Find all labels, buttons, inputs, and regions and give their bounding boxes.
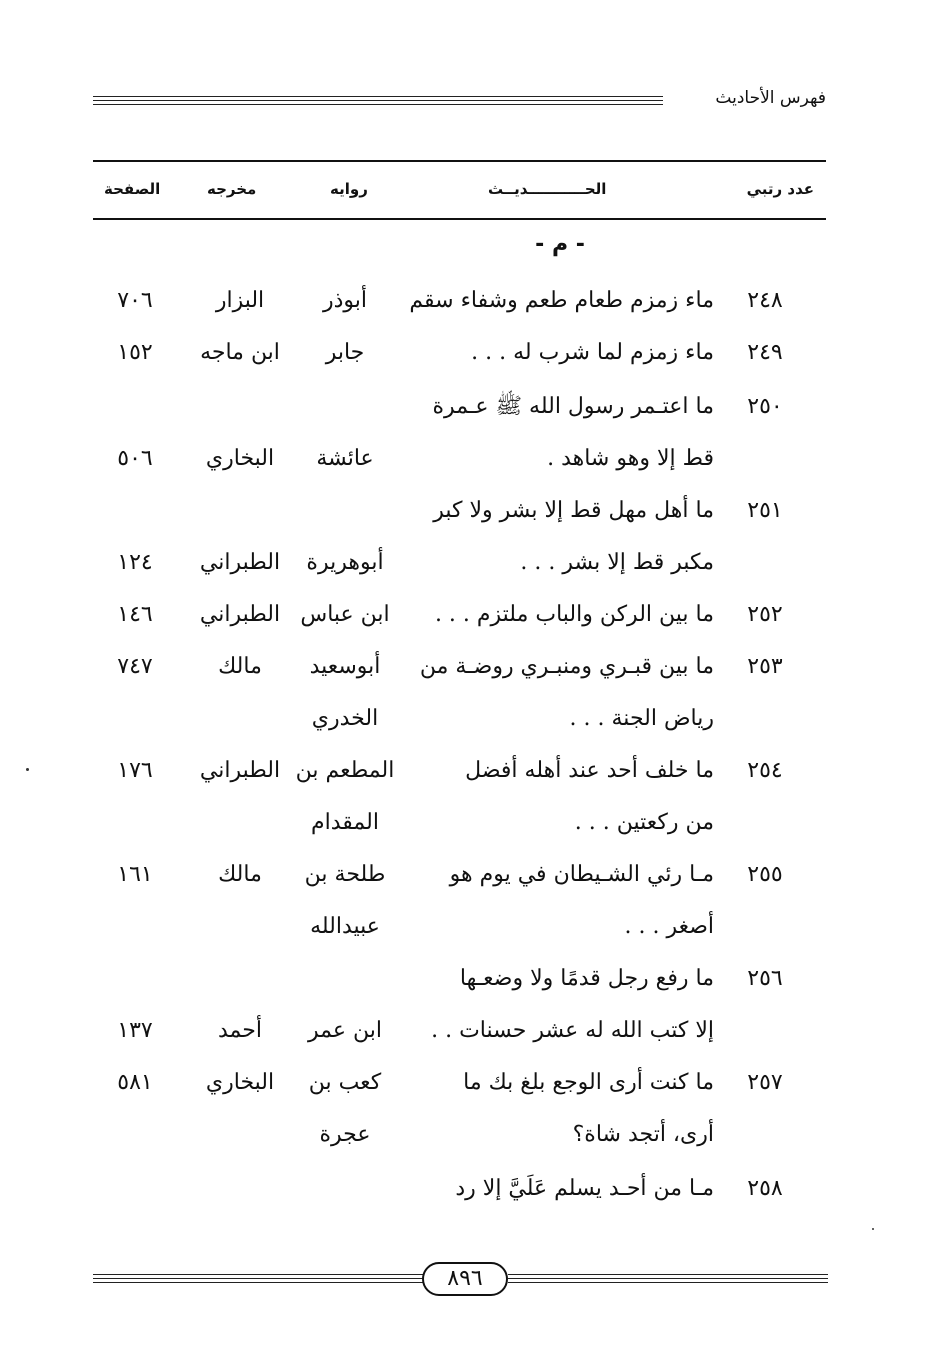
hadith-number: ٢٥٠	[747, 394, 783, 419]
narrator: عائشة	[316, 446, 374, 471]
running-title: فهرس الأحاديث	[715, 88, 826, 108]
page-ref: ١٥٢	[117, 340, 153, 365]
page-ref: ٧٠٦	[117, 288, 153, 313]
footer-rule	[508, 1274, 828, 1275]
print-speck	[872, 1228, 874, 1230]
hadith-text-continued: أرى، أتجد شاة؟	[572, 1122, 714, 1147]
hadith-number: ٢٥١	[747, 498, 783, 523]
table-top-rule	[93, 160, 826, 162]
print-speck	[26, 768, 29, 771]
page-ref: ١٦١	[117, 862, 153, 887]
hadith-number: ٢٥٣	[747, 654, 783, 679]
hadith-number: ٢٥٤	[747, 758, 783, 783]
narrator: جابر	[325, 340, 365, 365]
source: البخاري	[205, 446, 275, 471]
footer-rule	[93, 1278, 423, 1279]
hadith-text-continued: من ركعتين . . .	[574, 810, 714, 835]
header-rule	[93, 96, 663, 97]
source: مالك	[218, 862, 262, 887]
hadith-text-continued: إلا كتب الله له عشر حسنات . .	[431, 1018, 714, 1043]
header-rule	[93, 104, 663, 105]
hadith-number: ٢٥٢	[747, 602, 783, 627]
hadith-text: ما رفع رجل قدمًا ولا وضعـها	[459, 966, 714, 991]
page-ref: ٥٨١	[117, 1070, 153, 1095]
hadith-number: ٢٤٨	[747, 288, 783, 313]
narrator: أبوذر	[322, 288, 368, 313]
narrator: المطعم بن	[295, 758, 395, 783]
hadith-text: ماء زمزم لما شرب له . . .	[471, 340, 714, 365]
page-ref: ١٧٦	[117, 758, 153, 783]
hadith-text: ما بين الركن والباب ملتزم . . .	[434, 602, 714, 627]
narrator: أبوهريرة	[306, 550, 384, 575]
footer-rule	[93, 1282, 423, 1283]
column-page: الصفحة	[104, 180, 161, 198]
column-number: عدد رتبي	[746, 180, 814, 198]
page-ref: ١٣٧	[117, 1018, 153, 1043]
hadith-text: ما أهل مهل قط إلا بشر ولا كبر	[433, 498, 714, 523]
column-narrator: روايه	[330, 180, 368, 198]
hadith-text-continued: مكبر قط إلا بشر . . .	[520, 550, 714, 575]
page-ref: ٥٠٦	[117, 446, 153, 471]
narrator-continued: عبيدالله	[310, 914, 380, 939]
hadith-text-continued: أصغر . . .	[624, 914, 714, 939]
narrator-continued: عجرة	[319, 1122, 371, 1147]
hadith-number: ٢٥٦	[747, 966, 783, 991]
narrator: كعب بن	[308, 1070, 382, 1095]
footer-rule	[508, 1282, 828, 1283]
column-source: مخرجه	[207, 180, 257, 198]
hadith-number: ٢٥٧	[747, 1070, 783, 1095]
source: مالك	[218, 654, 262, 679]
hadith-text-continued: قط إلا وهو شاهد .	[547, 446, 714, 471]
page-ref: ٧٤٧	[117, 654, 153, 679]
source: البخاري	[205, 1070, 275, 1095]
hadith-text: ما اعتـمر رسول الله ﷺ عـمرة	[432, 394, 714, 419]
source: أحمد	[218, 1018, 262, 1043]
narrator: ابن عمر	[308, 1018, 382, 1043]
footer-rule	[93, 1274, 423, 1275]
narrator: ابن عباس	[300, 602, 390, 627]
narrator-continued: المقدام	[311, 810, 379, 835]
source: الطبراني	[199, 758, 281, 783]
section-letter: - م -	[535, 232, 585, 257]
hadith-number: ٢٥٥	[747, 862, 783, 887]
page-ref: ١٤٦	[117, 602, 153, 627]
narrator: طلحة بن	[304, 862, 386, 887]
column-hadith: الحـــــــــــديــث	[488, 180, 607, 198]
hadith-text: ما خلف أحد عند أهله أفضل	[465, 758, 714, 783]
hadith-text: ما بين قبـري ومنبـري روضـة من	[419, 654, 714, 679]
hadith-text-continued: رياض الجنة . . .	[569, 706, 714, 731]
source: الطبراني	[199, 602, 281, 627]
page-ref: ١٢٤	[117, 550, 153, 575]
narrator: أبوسعيد	[309, 654, 381, 679]
hadith-number: ٢٥٨	[747, 1176, 783, 1201]
hadith-text: ما كنت أرى الوجع بلغ بك ما	[463, 1070, 714, 1095]
narrator-continued: الخدري	[311, 706, 379, 731]
hadith-text: مـا من أحـد يسلم عَلَيَّ إلا رد	[455, 1176, 714, 1201]
hadith-text: ماء زمزم طعام طعم وشفاء سقم	[409, 288, 714, 313]
source: ابن ماجه	[200, 340, 280, 365]
page-number: ٨٩٦	[422, 1262, 508, 1296]
table-header-rule	[93, 218, 826, 220]
source: الطبراني	[199, 550, 281, 575]
header-rule	[93, 100, 663, 101]
footer-rule	[508, 1278, 828, 1279]
hadith-text: مـا رئي الشـيطان في يوم هو	[449, 862, 714, 887]
hadith-number: ٢٤٩	[747, 340, 783, 365]
source: البزار	[215, 288, 265, 313]
